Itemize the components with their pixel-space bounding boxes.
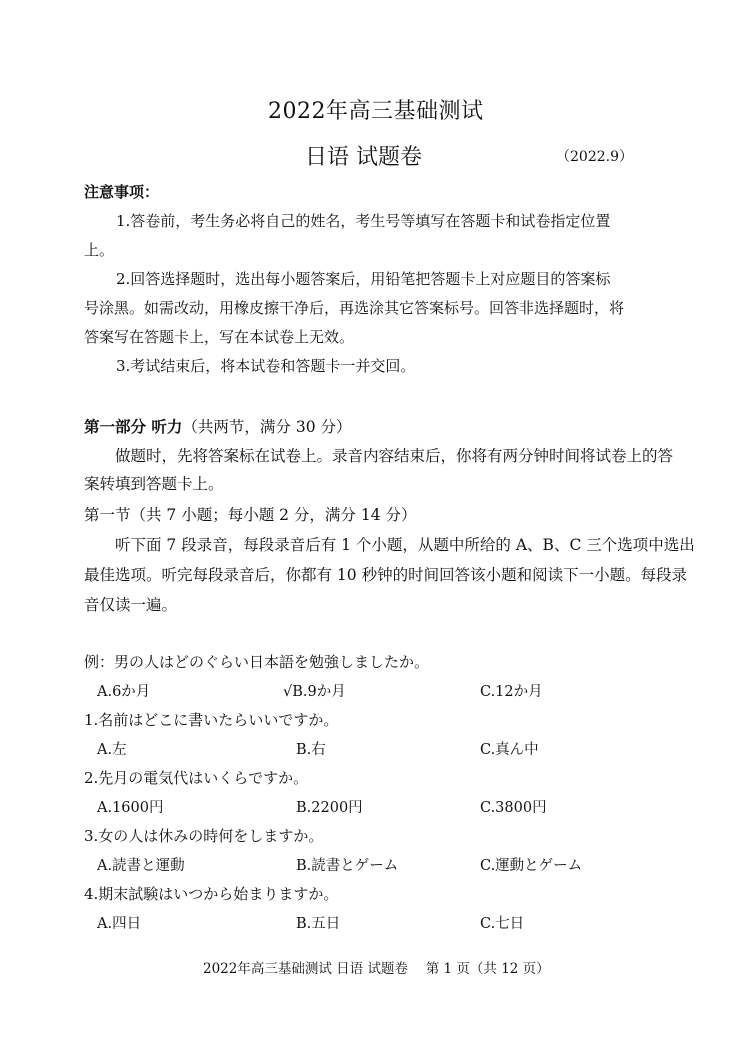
question-1: 1.名前はどこに書いたらいいですか。 [84, 711, 339, 729]
exam-subtitle: 日语 试题卷 [305, 145, 422, 170]
question-3-option-c: C.運動とゲーム [480, 858, 583, 874]
part1-heading [84, 415, 351, 437]
question-1-option-c: C.真ん中 [480, 742, 539, 758]
question-2-option-b: B.2200円 [296, 800, 363, 816]
notice-line: 上。 [84, 241, 115, 259]
example-option-c: C.12か月 [480, 684, 543, 700]
part1-instruction: 案转填到答题卡上。 [84, 475, 224, 493]
section1-instruction: 听下面 7 段录音，每段录音后有 1 个小题，从题中所给的 A、B、C 三个选项中选出 [115, 536, 695, 554]
notice-line: 答案写在答题卡上，写在本试卷上无效。 [84, 328, 355, 346]
question-4-option-b: B.五日 [296, 916, 341, 932]
notice-line: 3.考试结束后，将本试卷和答题卡一并交回。 [116, 357, 416, 375]
example-question: 例：男の人はどのぐらい日本語を勉強しましたか。 [84, 653, 430, 671]
part1-heading-bold: 第一部分 听力 [84, 418, 183, 436]
question-4: 4.期末試験はいつから始まりますか。 [84, 885, 339, 903]
notice-line: 1.答卷前，考生务必将自己的姓名，考生号等填写在答题卡和试卷指定位置 [116, 212, 611, 230]
question-3-option-a: A.読書と運動 [97, 858, 185, 874]
exam-date: （2022.9） [556, 149, 633, 165]
question-2: 2.先月の電気代はいくらですか。 [84, 769, 309, 787]
section1-instruction: 音仅读一遍。 [84, 596, 178, 614]
question-4-option-c: C.七日 [480, 916, 525, 932]
question-2-option-c: C.3800円 [480, 800, 547, 816]
notice-heading: 注意事项： [84, 183, 160, 201]
example-option-b: √B.9か月 [283, 684, 346, 700]
notice-line: 2.回答选择题时，选出每小题答案后，用铅笔把答题卡上对应题目的答案标 [116, 270, 611, 288]
part1-heading-rest: （共两节，满分 30 分） [182, 418, 352, 436]
page-footer: 2022年高三基础测试 日语 试题卷 第 1 页（共 12 页） [203, 961, 550, 977]
section1-instruction: 最佳选项。听完每段录音后，你都有 10 秒钟的时间回答该小题和阅读下一小题。每段录 [84, 566, 688, 584]
notice-line: 号涂黑。如需改动，用橡皮擦干净后，再选涂其它答案标号。回答非选择题时，将 [84, 299, 625, 317]
question-3-option-b: B.読書とゲーム [296, 858, 399, 874]
question-1-option-b: B.右 [296, 742, 326, 758]
question-4-option-a: A.四日 [97, 916, 142, 932]
part1-instruction: 做题时，先将答案标在试卷上。录音内容结束后，你将有两分钟时间将试卷上的答 [115, 447, 674, 465]
question-1-option-a: A.左 [97, 742, 127, 758]
exam-title: 2022年高三基础测试 [268, 99, 484, 124]
section1-heading: 第一节（共 7 小题；每小题 2 分，满分 14 分） [84, 506, 417, 524]
question-2-option-a: A.1600円 [97, 800, 164, 816]
question-3: 3.女の人は休みの時何をしますか。 [84, 827, 324, 845]
example-option-a: A.6か月 [97, 684, 151, 700]
